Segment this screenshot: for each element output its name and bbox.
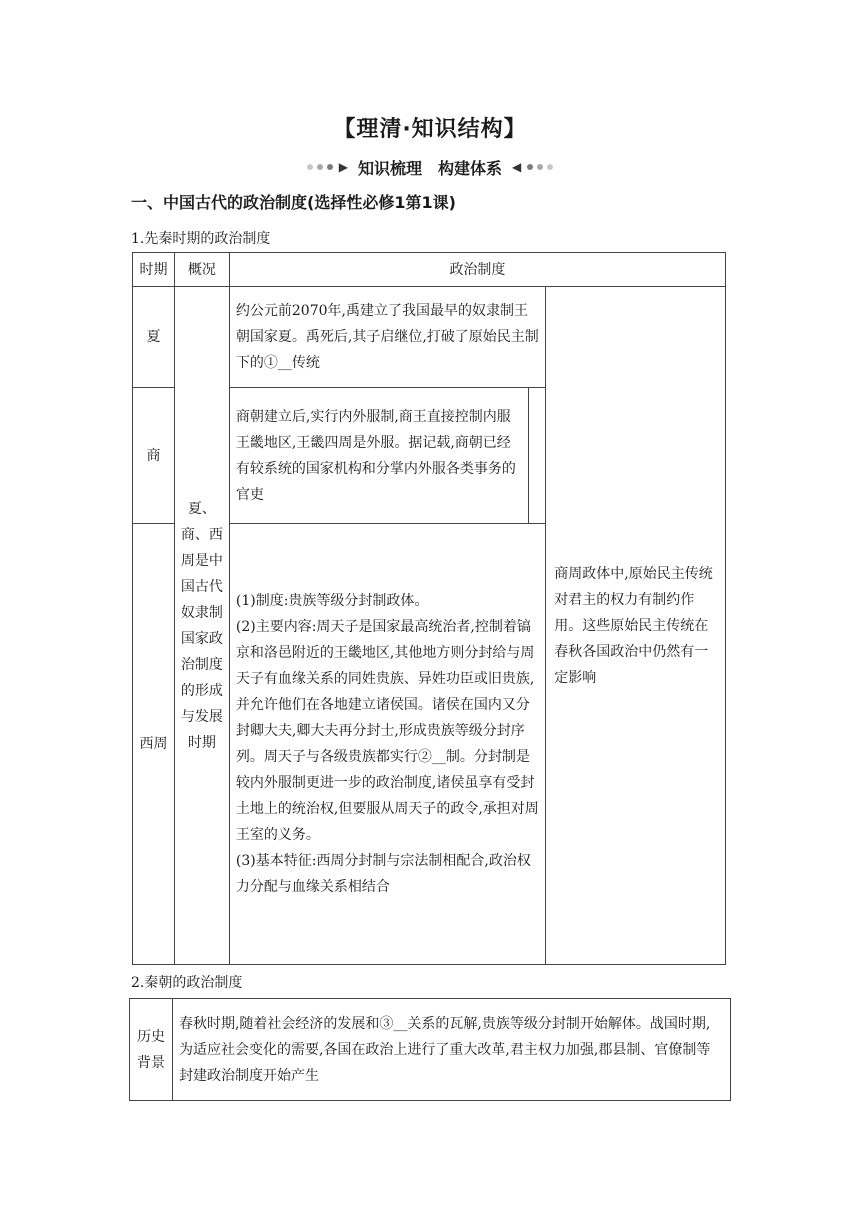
xizhou-line-2: (2)主要内容:周天子是国家最高统治者,控制着镐京和洛邑附近的王畿地区,其他地方则分封给与周天子有血缘关系的同姓贵族、异姓功臣或旧贵族,并允许他们在各地建立诸侯国。诸侯在国内又分封卿大夫,卿大夫再分封士,形成贵族等级分封序列。周天子与各级贵族都实行②__制。分封制是较内外服制更进一步的政治制度,诸侯虽享有受封土地上的统治权,但要服从周天子的政令,承担对周王室的义务。: [235, 619, 539, 843]
spacer-cell: [529, 388, 546, 524]
section-banner: [0, 154, 860, 180]
xizhou-line-3: (3)基本特征:西周分封制与宗法制相配合,政治权力分配与血缘关系相结合: [235, 853, 531, 895]
qin-table: [129, 998, 731, 1101]
background-text: 春秋时期,随着社会经济的发展和③__关系的瓦解,贵族等级分封制开始解体。战国时期,为适应社会变化的需要,各国在政治上进行了重大改革,君主权力加强,郡县制、官僚制等封建政治制度开始产生: [172, 999, 730, 1101]
xizhou-line-1: (1)制度:贵族等级分封制政体。: [235, 593, 429, 609]
background-label: 历史背景: [130, 999, 173, 1101]
banner-label: 知识梳理 构建体系: [357, 158, 502, 178]
shang-system: 商朝建立后,实行内外服制,商王直接控制内服王畿地区,王畿四周是外服。据记载,商朝已经有较系统的国家机构和分掌内外服各类事务的官吏: [229, 388, 528, 524]
page-title: 【理清·知识结构】: [333, 117, 527, 142]
banner-dots-left: [307, 164, 333, 170]
overview-cell: 夏、商、西周是中国古代奴隶制国家政治制度的形成与发展时期: [174, 287, 229, 965]
header-overview: 概况: [174, 253, 229, 287]
side-note: 商周政体中,原始民主传统对君主的权力有制约作用。这些原始民主传统在春秋各国政治中仍然有一定影响: [546, 287, 726, 965]
period-shang: 商: [133, 388, 175, 524]
subsection-heading-1: 1.先秦时期的政治制度: [131, 231, 271, 247]
pre-qin-table: [132, 252, 726, 965]
arrow-right-icon: ▶: [338, 160, 348, 174]
xia-system: 约公元前2070年,禹建立了我国最早的奴隶制王朝国家夏。禹死后,其子启继位,打破了原始民主制下的①__传统: [229, 287, 545, 388]
header-period: 时期: [133, 253, 175, 287]
period-xizhou: 西周: [133, 524, 175, 965]
banner-dots-right: [527, 164, 553, 170]
header-system: 政治制度: [229, 253, 725, 287]
xizhou-system: [229, 524, 545, 965]
arrow-left-icon: ◀: [512, 160, 522, 174]
section-heading: 一、中国古代的政治制度(选择性必修1第1课): [131, 193, 456, 212]
period-xia: 夏: [133, 287, 175, 388]
subsection-heading-2: 2.秦朝的政治制度: [131, 975, 243, 991]
